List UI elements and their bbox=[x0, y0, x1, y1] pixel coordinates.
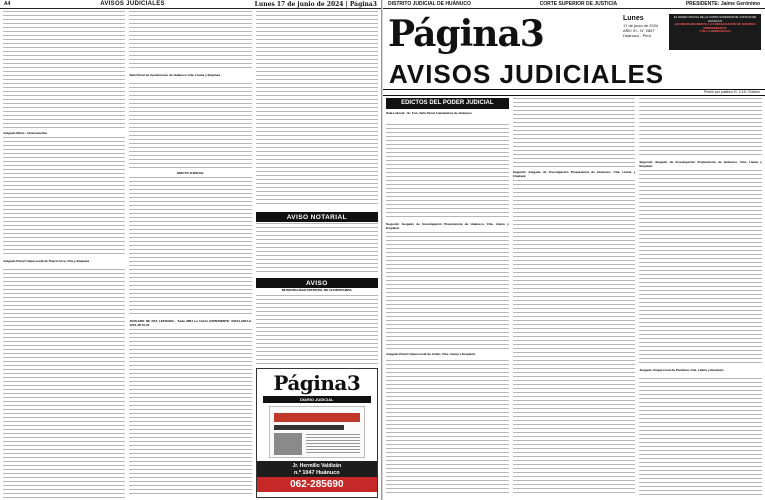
left-newspaper-page bbox=[0, 0, 382, 500]
masthead-date-block: Lunes 17 de junio de 2024 AÑO XI - N° 2857 Huánuco - Perú bbox=[623, 15, 659, 39]
left-column-3 bbox=[256, 11, 378, 498]
left-header-bar bbox=[0, 0, 381, 9]
edictos-banner: EDICTOS DEL PODER JUDICIAL bbox=[386, 98, 509, 109]
notice-heading: Juzgado Mixto - Huancavelica bbox=[3, 131, 48, 135]
notice-heading: MUNICIPALIDAD DISTRITAL DE CHURUBAMBA bbox=[281, 288, 352, 292]
aviso-notarial-heading: AVISO NOTARIAL bbox=[256, 212, 378, 222]
masthead-banner: EL DIARIO OFICIAL DE LA CORTE SUPERIOR DE JUSTICIA DE HUÁNUCO ¡NO NECESARIAMENTE, LA CONSOLIDACIÓN DE NUESTRA INDEPENDENCIA Y DE LA DEMOCRACIA! bbox=[669, 14, 761, 50]
notice-heading: EDICTO JUDICIAL bbox=[177, 171, 204, 175]
right-column-1 bbox=[386, 98, 509, 498]
ad-newspaper-thumbnail bbox=[269, 406, 365, 458]
right-header-bar bbox=[383, 0, 765, 9]
notice-heading: Segundo Juzgado de Investigación Preparatoria de Huánuco, Cita, Llama y Emplaza: bbox=[386, 222, 509, 231]
left-column-1 bbox=[3, 11, 125, 498]
notice-heading: Segundo Juzgado de Investigación Preparatoria de Huánuco, Cita, Llama y Emplaza: bbox=[639, 160, 763, 169]
notice-heading: Juzgado Penal Unipersonal de Ambo, Cita, Llama y Emplaza: bbox=[386, 352, 476, 356]
president-label: PRESIDENTE: Jaime Gerónimo bbox=[685, 1, 760, 7]
left-section-title: AVISOS JUDICIALES bbox=[100, 1, 165, 7]
court-label: CORTE SUPERIOR DE JUSTICIA bbox=[539, 1, 618, 7]
right-column-3 bbox=[639, 98, 762, 498]
district-label: DISTRITO JUDICIAL DE HUÁNUCO bbox=[388, 1, 471, 7]
ad-logo: Página3 bbox=[257, 369, 377, 395]
section-title: AVISOS JUDICIALES bbox=[389, 59, 665, 89]
ad-address: Jr. Hermilio Valdizán bbox=[257, 461, 377, 470]
notice-heading: Segundo Juzgado de Investigación Preparatoria de Huánuco, Cita, Llama y Emplaza: bbox=[512, 170, 636, 179]
newspaper-ad bbox=[256, 368, 378, 498]
notice-heading: Sala Penal de Apelaciones de Huánuco Cita, Llama y Emplaza bbox=[129, 73, 221, 77]
ad-phone: 062-285690 bbox=[257, 477, 377, 492]
right-newspaper-page bbox=[383, 0, 765, 500]
masthead bbox=[383, 11, 765, 59]
left-page-number: A4 bbox=[4, 1, 11, 7]
ad-address-2: n.º 1047 Huánuco bbox=[257, 470, 377, 477]
aviso-heading: AVISO bbox=[256, 278, 378, 288]
right-column-2 bbox=[513, 98, 636, 498]
left-date-brand: Lunes 17 de junio de 2024 | Página3 bbox=[254, 0, 377, 8]
notice-heading: Sala Laboral - Sr. Fun. Sala Penal Liquidadora de Huánuco bbox=[386, 111, 472, 115]
notice-heading: Juzgado Penal Unipersonal de Puerto Inca, Cita y Emplaza bbox=[3, 259, 90, 263]
ad-tagline: DIARIO JUDICIAL bbox=[263, 396, 371, 403]
left-column-2 bbox=[129, 11, 251, 498]
masthead-logo: Página3 bbox=[388, 13, 544, 55]
notice-heading: Juzgado Unipersonal de Pachitea, Cita, Llama y Emplaza: bbox=[639, 368, 724, 372]
notice-heading: JUZGADO DE PAZ LETRADO - Sede MBJ La Unión EXPEDIENTE: 00014-2024-0-1201-JP-CI-01 bbox=[129, 319, 252, 328]
price-strip: Precio por palabra S/. 0.16 / Edición bbox=[383, 89, 765, 96]
